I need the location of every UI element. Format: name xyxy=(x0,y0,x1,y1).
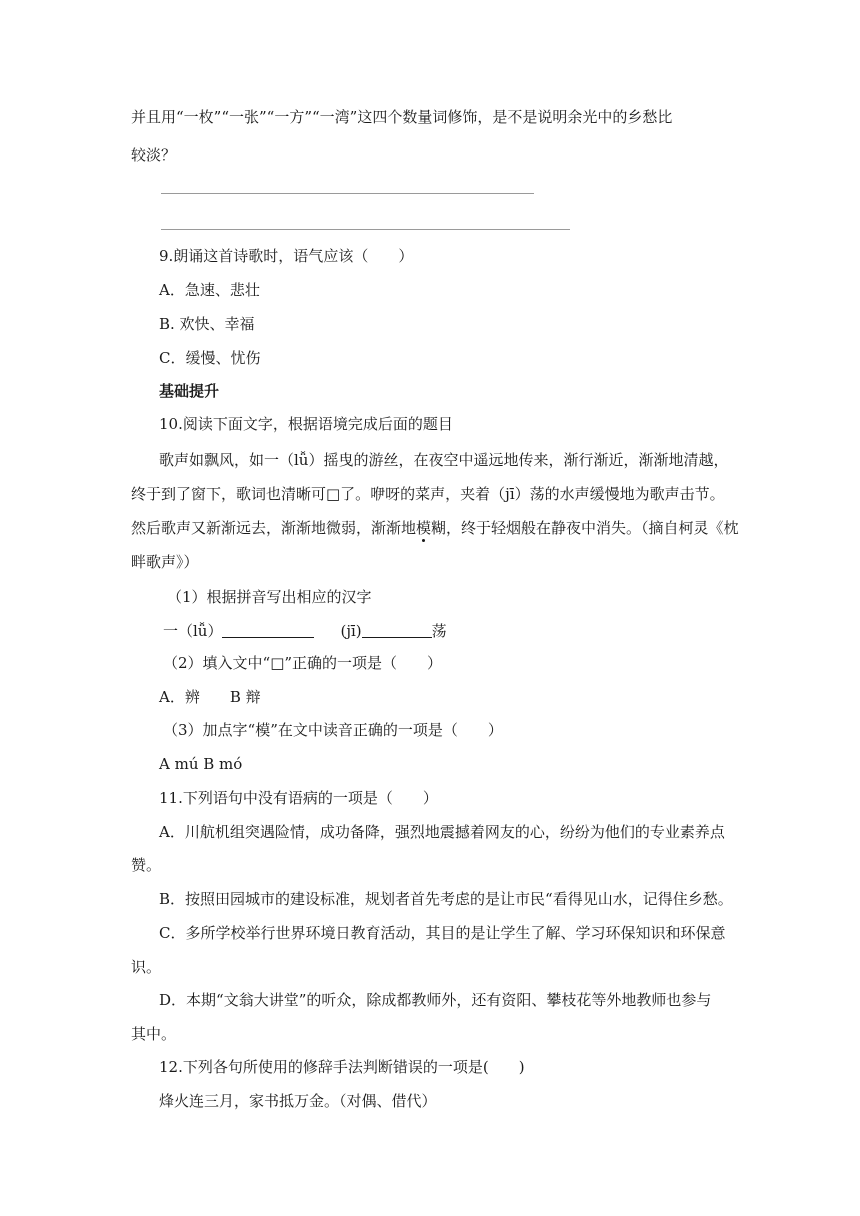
q9-stem: 9.朗诵这首诗歌时，语气应该（ ） xyxy=(159,247,414,265)
q12-stem: 12.下列各句所使用的修辞手法判断错误的一项是( ) xyxy=(159,1058,525,1076)
q10-sub2-stem: （2）填入文中“□”正确的一项是（ ） xyxy=(163,654,443,672)
blank-ji[interactable] xyxy=(362,621,432,638)
passage-line-3-before: 然后歌声又新渐远去，渐渐地微弱，渐渐地 xyxy=(131,519,417,537)
q11-option-c-line-1: C．多所学校举行世界环境日教育活动，其目的是让学生了解、学习环保知识和环保意 xyxy=(159,924,726,942)
q9-option-c: C．缓慢、忧伤 xyxy=(159,349,261,367)
pinyin-ji: (jī) xyxy=(340,622,362,640)
q10-sub1-stem: （1）根据拼音写出相应的汉字 xyxy=(167,588,372,606)
answer-line-2[interactable] xyxy=(161,229,570,230)
q11-option-c-line-2: 识。 xyxy=(131,958,162,976)
q11-option-a-line-1: A．川航机组突遇险情，成功备降，强烈地震撼着网友的心，纷纷为他们的专业素养点 xyxy=(159,823,725,841)
q11-option-d-line-1: D．本期“文翁大讲堂”的听众，除成都教师外，还有资阳、攀枝花等外地教师也参与 xyxy=(159,991,712,1009)
q10-sub3-options: A mú B mó xyxy=(159,755,243,773)
q8-line-1: 并且用“一枚”“一张”“一方”“一湾”这四个数量词修饰，是不是说明余光中的乡愁比 xyxy=(131,108,673,126)
dotted-character: 模 xyxy=(416,519,432,537)
q11-option-a-line-2: 赞。 xyxy=(131,856,162,874)
pinyin-lv: 一（lǚ） xyxy=(163,622,223,640)
passage-line-3 xyxy=(131,518,739,538)
dang-char: 荡 xyxy=(431,622,447,640)
q9-option-b: B. 欢快、幸福 xyxy=(159,315,255,333)
q9-option-a: A．急速、悲壮 xyxy=(159,281,260,299)
blank-lv[interactable] xyxy=(222,621,314,638)
q10-sub1-answer xyxy=(163,621,447,641)
passage-line-4: 畔歌声》） xyxy=(131,553,199,571)
q11-stem: 11.下列语句中没有语病的一项是（ ） xyxy=(159,789,438,807)
passage-line-3-after: 糊，终于轻烟般在静夜中消失。（摘自柯灵《枕 xyxy=(431,519,739,537)
passage-line-2: 终于到了窗下，歌词也清晰可□了。咿呀的菜声，夹着（jī）荡的水声缓慢地为歌声击节。 xyxy=(131,485,725,503)
q12-line-1: 烽火连三月，家书抵万金。（对偶、借代） xyxy=(159,1092,437,1110)
section-title: 基础提升 xyxy=(159,382,220,400)
q8-line-2: 较淡？ xyxy=(131,146,177,164)
q10-stem: 10.阅读下面文字，根据语境完成后面的题目 xyxy=(159,415,453,433)
q11-option-d-line-2: 其中。 xyxy=(131,1025,177,1043)
passage-line-1: 歌声如飘风，如一（lǚ）摇曳的游丝，在夜空中遥远地传来，渐行渐近，渐渐地清越， xyxy=(159,451,729,469)
answer-line-1[interactable] xyxy=(161,193,534,194)
q11-option-b: B．按照田园城市的建设标准，规划者首先考虑的是让市民“看得见山水，记得住乡愁。 xyxy=(159,890,733,908)
q10-sub2-options: A．辨 B 辩 xyxy=(159,688,261,706)
q10-sub3-stem: （3）加点字“模”在文中读音正确的一项是（ ） xyxy=(163,721,503,739)
